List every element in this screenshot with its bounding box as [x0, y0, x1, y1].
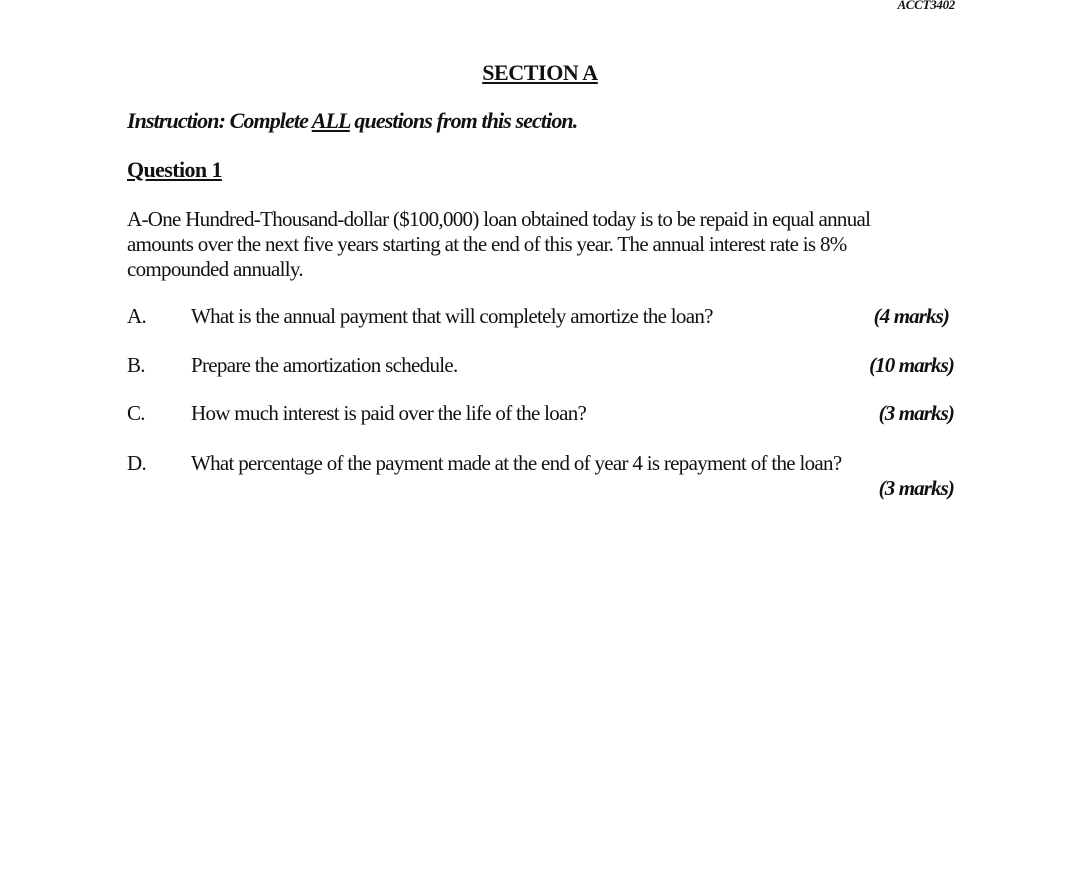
- part-marks: (4 marks): [873, 304, 949, 328]
- question-body-line: amounts over the next five years starting at the end of this year. The annual interest rate is 8%: [127, 232, 847, 256]
- question-body: [127, 207, 957, 282]
- question-heading: Question 1: [127, 157, 222, 182]
- instruction-suffix: questions from this section.: [349, 108, 578, 133]
- part-marks: (3 marks): [878, 476, 954, 500]
- part-text: What percentage of the payment made at the end of year 4 is repayment of the loan?: [191, 451, 842, 475]
- question-body-line: compounded annually.: [127, 257, 303, 281]
- part-text: What is the annual payment that will completely amortize the loan?: [191, 304, 713, 328]
- instruction-emphasis: ALL: [311, 108, 350, 133]
- part-text: Prepare the amortization schedule.: [191, 353, 458, 377]
- section-title: SECTION A: [482, 60, 598, 85]
- instruction: [127, 108, 577, 134]
- part-letter: B.: [127, 353, 145, 377]
- instruction-prefix: Instruction: Complete: [127, 108, 312, 133]
- course-code: ACCT3402: [897, 0, 955, 12]
- part-marks: (10 marks): [869, 353, 954, 377]
- part-letter: A.: [127, 304, 147, 328]
- part-letter: C.: [127, 401, 145, 425]
- part-letter: D.: [127, 451, 147, 475]
- part-marks: (3 marks): [878, 401, 954, 425]
- part-text: How much interest is paid over the life of the loan?: [191, 401, 587, 425]
- question-body-line: A-One Hundred-Thousand-dollar ($100,000) loan obtained today is to be repaid in equal annual: [127, 207, 871, 231]
